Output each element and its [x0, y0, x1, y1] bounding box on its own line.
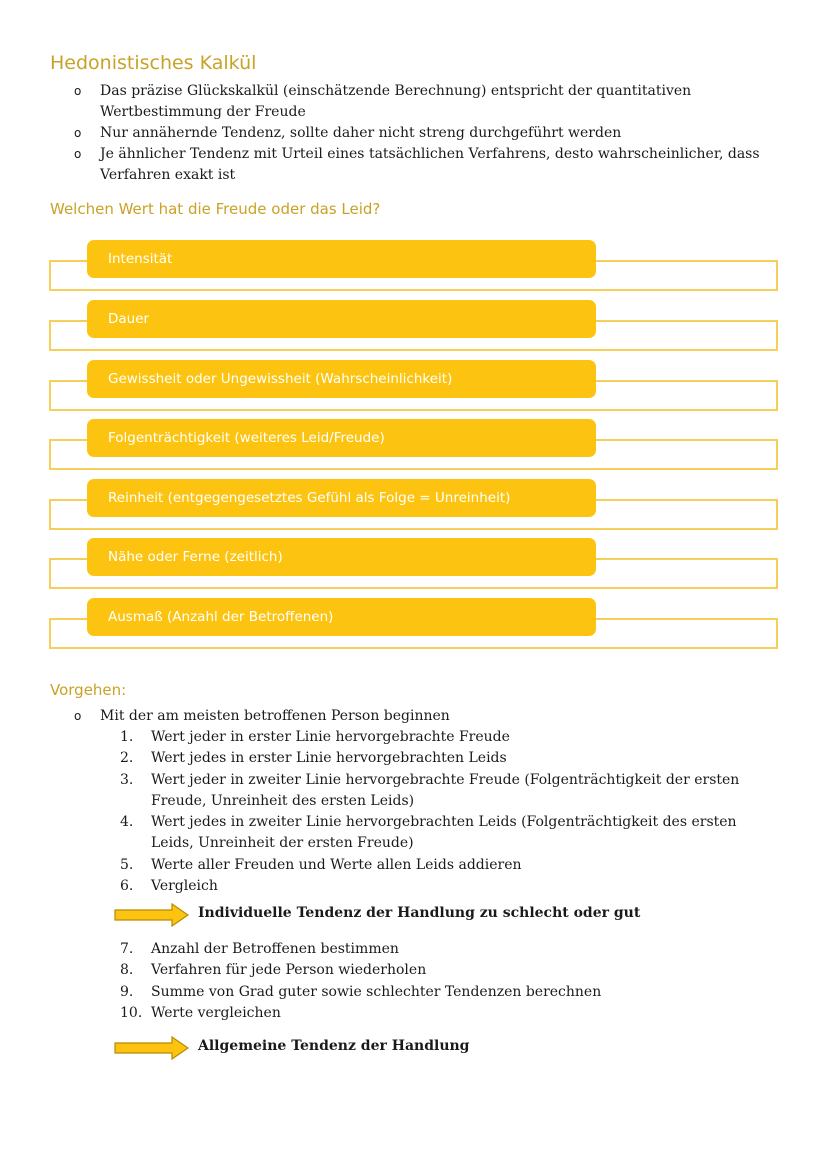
step-text: Werte aller Freuden und Werte allen Leids addieren	[151, 856, 522, 873]
list-item-text: Mit der am meisten betroffenen Person beginnen	[100, 708, 450, 724]
list-item	[0, 123, 790, 144]
criterion-extent	[0, 598, 828, 658]
step-item	[0, 876, 751, 897]
list-item-text: Das präzise Glückskalkül (einschätzende Berechnung) entspricht der quantitativen Wertbestimmung der Freude	[100, 83, 692, 120]
step-text: Vergleich	[151, 878, 218, 895]
list-item	[0, 706, 790, 727]
bullet-icon: o	[74, 709, 82, 723]
criterion-fecundity	[0, 419, 828, 479]
step-number: 3.	[120, 771, 134, 788]
criterion-purity	[0, 479, 828, 539]
step-text: Anzahl der Betroffenen bestimmen	[151, 941, 399, 957]
step-number: 6.	[120, 878, 134, 895]
step-number: 1.	[120, 729, 134, 745]
step-text: Wert jedes in erster Linie hervorgebrachten Leids	[151, 750, 507, 767]
step-number: 5.	[120, 856, 134, 873]
step-item	[0, 939, 751, 960]
steps-list-part2	[0, 939, 751, 1024]
criterion-label: Nähe oder Ferne (zeitlich)	[87, 538, 596, 576]
step-item	[0, 960, 751, 981]
bullet-icon: o	[74, 84, 82, 98]
step-number: 8.	[120, 962, 134, 979]
list-item	[0, 144, 790, 186]
criterion-label: Dauer	[87, 300, 596, 338]
step-number: 10.	[120, 1004, 143, 1021]
step-item	[0, 982, 751, 1003]
conclusion-text: Individuelle Tendenz der Handlung zu schlecht oder gut	[198, 905, 641, 921]
criterion-duration	[0, 300, 828, 360]
step-item	[0, 1003, 751, 1024]
step-item	[0, 748, 751, 769]
right-arrow-icon	[114, 1035, 190, 1061]
step-item	[0, 812, 751, 855]
list-item	[0, 81, 790, 123]
step-item	[0, 727, 751, 748]
step-number: 4.	[120, 814, 134, 831]
step-item	[0, 770, 751, 813]
conclusion-row-individual	[0, 902, 828, 928]
value-question-heading: Welchen Wert hat die Freude oder das Leid?	[50, 200, 381, 218]
procedure-heading: Vorgehen:	[50, 681, 127, 699]
step-item	[0, 855, 751, 876]
list-item-text: Je ähnlicher Tendenz mit Urteil eines tatsächlichen Verfahrens, desto wahrscheinlicher, dass Verfahren exakt ist	[100, 146, 760, 183]
step-number: 2.	[120, 750, 134, 767]
step-number: 7.	[120, 941, 134, 957]
step-text: Wert jedes in zweiter Linie hervorgebrachten Leids (Folgenträchtigkeit des ersten Leids, Unreinheit der ersten Freude)	[151, 814, 737, 852]
step-text: Werte vergleichen	[151, 1004, 281, 1021]
page-title: Hedonistisches Kalkül	[50, 52, 257, 74]
right-arrow-icon	[114, 902, 190, 928]
step-number: 9.	[120, 983, 134, 1000]
step-text: Verfahren für jede Person wiederholen	[151, 962, 427, 979]
criterion-label: Gewissheit oder Ungewissheit (Wahrscheinlichkeit)	[87, 360, 596, 398]
criterion-label: Ausmaß (Anzahl der Betroffenen)	[87, 598, 596, 636]
bullet-icon: o	[74, 126, 82, 140]
criterion-intensity	[0, 240, 828, 300]
criterion-label: Intensität	[87, 240, 596, 278]
step-text: Summe von Grad guter sowie schlechter Tendenzen berechnen	[151, 983, 602, 1000]
criterion-certainty	[0, 360, 828, 420]
procedure-list	[0, 706, 790, 727]
conclusion-row-general	[0, 1035, 828, 1061]
criterion-label: Reinheit (entgegengesetztes Gefühl als Folge = Unreinheit)	[87, 479, 596, 517]
list-item-text: Nur annähernde Tendenz, sollte daher nicht streng durchgeführt werden	[100, 125, 622, 141]
criterion-label: Folgenträchtigkeit (weiteres Leid/Freude)	[87, 419, 596, 457]
step-text: Wert jeder in zweiter Linie hervorgebrachte Freude (Folgenträchtigkeit der ersten Freude, Unreinheit des ersten Leids)	[151, 771, 740, 809]
criterion-propinquity	[0, 538, 828, 598]
bullet-icon: o	[74, 147, 82, 161]
intro-list	[0, 81, 790, 186]
steps-list-part1	[0, 727, 751, 897]
step-text: Wert jeder in erster Linie hervorgebrachte Freude	[151, 729, 510, 745]
conclusion-text: Allgemeine Tendenz der Handlung	[198, 1038, 470, 1054]
